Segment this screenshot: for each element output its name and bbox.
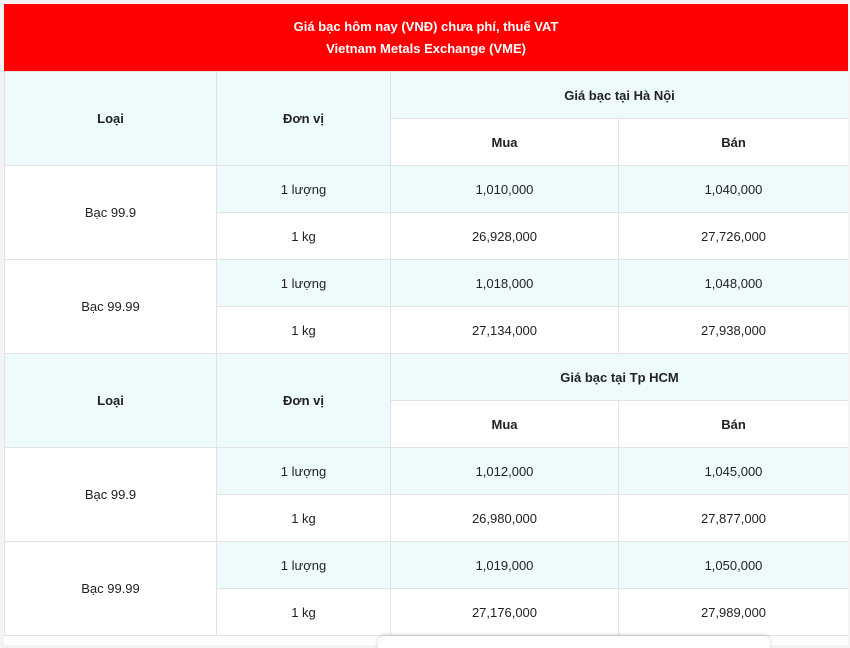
overlay-panel-edge <box>378 636 770 648</box>
unit-cell: 1 lượng <box>217 542 391 589</box>
buy-price: 26,928,000 <box>391 213 619 260</box>
unit-cell: 1 kg <box>217 495 391 542</box>
silver-price-table <box>4 71 848 636</box>
sell-price: 27,938,000 <box>619 307 849 354</box>
header-buy: Mua <box>391 401 619 448</box>
header-sell: Bán <box>619 119 849 166</box>
unit-cell: 1 kg <box>217 307 391 354</box>
sell-price: 1,045,000 <box>619 448 849 495</box>
product-name: Bạc 99.9 <box>5 166 217 260</box>
buy-price: 1,010,000 <box>391 166 619 213</box>
header-buy: Mua <box>391 119 619 166</box>
product-name: Bạc 99.99 <box>5 542 217 636</box>
buy-price: 27,176,000 <box>391 589 619 636</box>
section-header-row <box>5 72 849 119</box>
table-row <box>5 260 849 307</box>
sell-price: 27,877,000 <box>619 495 849 542</box>
unit-cell: 1 lượng <box>217 260 391 307</box>
sell-price: 27,726,000 <box>619 213 849 260</box>
banner-subtitle: Vietnam Metals Exchange (VME) <box>326 40 526 56</box>
sell-price: 27,989,000 <box>619 589 849 636</box>
header-unit: Đơn vị <box>217 72 391 166</box>
product-name: Bạc 99.99 <box>5 260 217 354</box>
section-header-row <box>5 354 849 401</box>
buy-price: 1,012,000 <box>391 448 619 495</box>
unit-cell: 1 lượng <box>217 448 391 495</box>
buy-price: 26,980,000 <box>391 495 619 542</box>
product-name: Bạc 99.9 <box>5 448 217 542</box>
sell-price: 1,050,000 <box>619 542 849 589</box>
table-row <box>5 542 849 589</box>
table-row <box>5 448 849 495</box>
sell-price: 1,048,000 <box>619 260 849 307</box>
sell-price: 1,040,000 <box>619 166 849 213</box>
section-title-hcm: Giá bạc tại Tp HCM <box>391 354 849 401</box>
header-sell: Bán <box>619 401 849 448</box>
buy-price: 27,134,000 <box>391 307 619 354</box>
header-type: Loại <box>5 354 217 448</box>
unit-cell: 1 lượng <box>217 166 391 213</box>
unit-cell: 1 kg <box>217 213 391 260</box>
buy-price: 1,018,000 <box>391 260 619 307</box>
price-table-container <box>4 4 848 645</box>
section-title-hanoi: Giá bạc tại Hà Nội <box>391 72 849 119</box>
table-row <box>5 166 849 213</box>
table-banner <box>4 4 848 71</box>
unit-cell: 1 kg <box>217 589 391 636</box>
banner-title: Giá bạc hôm nay (VNĐ) chưa phí, thuế VAT <box>293 18 559 34</box>
header-type: Loại <box>5 72 217 166</box>
header-unit: Đơn vị <box>217 354 391 448</box>
buy-price: 1,019,000 <box>391 542 619 589</box>
